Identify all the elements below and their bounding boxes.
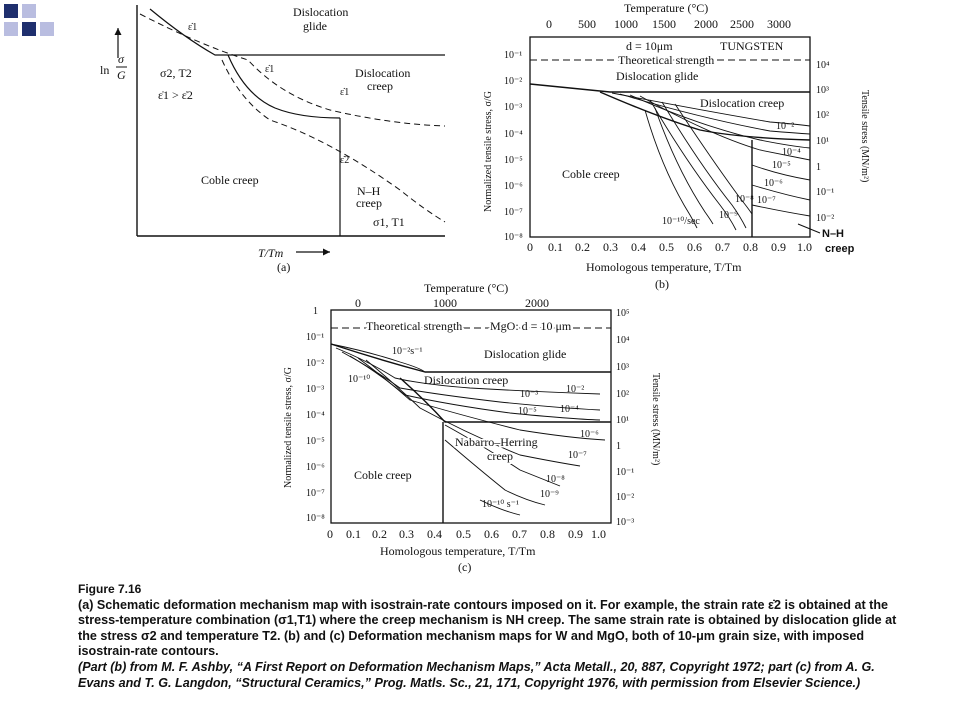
panel-c-x-tick: 0.2: [372, 527, 387, 541]
panel-c-creep-label: Dislocation creep: [424, 373, 509, 387]
panel-b-x-tick: 0.2: [575, 240, 590, 254]
figure-caption: [78, 582, 908, 691]
panel-c-coble-label: Coble creep: [354, 468, 412, 482]
panel-c-contour-label: 10⁻⁵: [518, 406, 537, 417]
panel-b-nh-leader: [798, 224, 820, 233]
panel-b-left-tick: 10⁻⁶: [504, 181, 523, 192]
panel-c-y-title: Normalized tensile stress, σ/G: [283, 367, 294, 488]
panel-b-top-tick: 1000: [614, 17, 638, 31]
panel-b-x-tick: 0.1: [548, 240, 563, 254]
panel-c-left-tick: 10⁻⁷: [306, 488, 325, 499]
panel-c-x-tick: 0.1: [346, 527, 361, 541]
panel-c: [283, 281, 661, 574]
panel-c-theoretical-label: Theoretical strength: [366, 319, 463, 333]
panel-b-top-tick: 3000: [767, 17, 791, 31]
panel-b-creep-label: Dislocation creep: [700, 96, 785, 110]
panel-c-left-tick: 10⁻⁴: [306, 410, 325, 421]
panel-b-theoretical-label: Theoretical strength: [618, 53, 715, 67]
panel-c-rate-left: 10⁻¹⁰: [348, 374, 371, 385]
panel-c-top-axis-title: Temperature (°C): [424, 281, 509, 295]
panel-b-y-title: Normalized tensile stress, σ/G: [483, 91, 494, 212]
panel-b-top-tick: 500: [578, 17, 596, 31]
panel-a-eps2-label: ε̇2: [340, 155, 350, 166]
panel-b-contour-label: 10⁻⁹: [719, 210, 738, 221]
panel-b-boundary-glide: [530, 84, 810, 92]
panel-b-x-tick: 0.8: [743, 240, 758, 254]
panel-c-right-tick: 1: [616, 441, 621, 452]
panel-b-right-tick: 10³: [816, 85, 829, 96]
panel-b-glide-label: Dislocation glide: [616, 69, 699, 83]
panel-c-contour-line: [358, 358, 605, 440]
panel-c-frame: [331, 310, 611, 523]
panel-a-part-label: (a): [277, 260, 291, 274]
panel-c-right-tick: 10²: [616, 389, 629, 400]
panel-a-y-sigma: σ: [118, 52, 124, 66]
panel-c-contour-label: 10⁻⁹: [540, 489, 559, 500]
panel-b-left-tick: 10⁻²: [504, 76, 523, 87]
panel-b-top-tick: 2500: [730, 17, 754, 31]
panel-c-right-tick: 10⁻²: [616, 492, 635, 503]
panel-b-x-tick: 1.0: [797, 240, 812, 254]
panel-b-left-tick: 10⁻⁷: [504, 207, 523, 218]
panel-b-top-axis-title: Temperature (°C): [624, 1, 709, 15]
panel-c-right-tick: 10⁻³: [616, 517, 635, 528]
panel-c-rate-bottom: 10⁻¹⁰ s⁻¹: [482, 499, 519, 510]
panel-c-rate-top: 10⁻²s⁻¹: [392, 346, 423, 357]
panel-b-material: TUNGSTEN: [720, 39, 784, 53]
panel-b-left-tick: 10⁻⁸: [504, 232, 523, 243]
panel-b-contour-label: 10⁻⁵: [772, 160, 791, 171]
panel-a-glide-line2: glide: [303, 19, 327, 33]
panel-a-eps-relation: ε̇1 > ε̇2: [158, 88, 193, 102]
panel-c-left-tick: 10⁻²: [306, 358, 325, 369]
panel-a: [100, 5, 445, 274]
panel-b-x-title: Homologous temperature, T/Tm: [586, 260, 742, 274]
panel-c-top-tick: 2000: [525, 296, 549, 310]
panel-b-contour-label: 10⁻⁴: [782, 147, 801, 158]
panel-b-contour-label: 10⁻⁷: [757, 195, 776, 206]
panel-c-x-tick: 0.3: [399, 527, 414, 541]
panel-b-d-label: d = 10μm: [626, 39, 673, 53]
panel-c-contour-label: 10⁻⁶: [580, 429, 599, 440]
panel-a-eps1-label: ε̇1: [265, 64, 275, 75]
panel-b-part-label: (b): [655, 277, 669, 291]
panel-a-x-label: T/Tm: [258, 246, 284, 260]
panel-c-nh-line2: creep: [487, 449, 513, 463]
panel-b-left-tick: 10⁻⁴: [504, 129, 523, 140]
panel-a-eps1-label: ε̇1: [340, 87, 350, 98]
panel-a-creep-line1: Dislocation: [355, 66, 411, 80]
panel-c-nh-line1: Nabarro–Herring: [455, 435, 538, 449]
panel-b: [483, 1, 870, 291]
panel-c-contour-label: 10⁻³: [520, 389, 539, 400]
panel-b-contour-label: 10⁻²: [776, 121, 795, 132]
panel-c-contour-label: 10⁻⁷: [568, 450, 587, 461]
panel-c-boundary-glide: [331, 344, 611, 372]
panel-a-boundary-creep: [228, 55, 340, 118]
panel-a-glide-line1: Dislocation: [293, 5, 349, 19]
panel-c-material: MgO: d = 10 μm: [490, 319, 572, 333]
panel-c-glide-label: Dislocation glide: [484, 347, 567, 361]
panel-a-y-ln: ln: [100, 63, 110, 77]
panel-a-sigma2-t2: σ2, T2: [160, 66, 192, 80]
panel-a-contour-eps2: [222, 60, 445, 222]
panel-c-part-label: (c): [458, 560, 472, 574]
panel-c-contour-fan: [331, 344, 605, 515]
panel-b-coble-label: Coble creep: [562, 167, 620, 181]
panel-b-top-tick: 0: [546, 17, 552, 31]
panel-b-x-tick: 0.7: [715, 240, 730, 254]
panel-b-nh-line1: N–H: [822, 228, 845, 240]
panel-c-contour-label: 10⁻⁴: [560, 404, 579, 415]
panel-c-x-tick: 0.7: [512, 527, 527, 541]
panel-b-x-tick: 0: [527, 240, 533, 254]
panel-c-right-tick: 10⁵: [616, 308, 630, 319]
panel-b-contour-label: 10⁻¹⁰/sec: [662, 216, 700, 227]
panel-c-right-tick: 10⁻¹: [616, 467, 635, 478]
panel-c-x-tick: 0.4: [427, 527, 442, 541]
panel-c-top-tick: 1000: [433, 296, 457, 310]
panel-a-nh-line1: N–H: [357, 184, 381, 198]
panel-b-right-tick: 10¹: [816, 136, 829, 147]
caption-body: (a) Schematic deformation mechanism map with isostrain-rate contours imposed on it. For example, the strain rate ε̇2 is obtained at the stress-temperature combination (σ1,T1) where the creep mechanism is NH creep. The same strain rate is obtained by dislocation glide at the stress σ2 and temperature T2. (b) and (c) Deformation mechanism maps for W and MgO, both of 10-μm grain size, with imposed isostrain-rate contours.: [78, 597, 897, 659]
panel-a-eps1-label: ε̇1: [188, 22, 198, 33]
panel-c-left-tick: 10⁻⁶: [306, 462, 325, 473]
panel-c-right-tick: 10⁴: [616, 335, 630, 346]
panel-b-contour-line: [645, 110, 697, 228]
panel-b-top-tick: 2000: [694, 17, 718, 31]
panel-a-sigma1-t1: σ1, T1: [373, 215, 405, 229]
panel-b-left-tick: 10⁻⁵: [504, 155, 523, 166]
panel-c-x-tick: 0.8: [540, 527, 555, 541]
panel-b-x-tick: 0.9: [771, 240, 786, 254]
panel-c-right-tick: 10³: [616, 362, 629, 373]
panel-c-x-tick: 0.5: [456, 527, 471, 541]
panel-b-right-tick: 10⁻²: [816, 213, 835, 224]
panel-c-contour-label: 10⁻²: [566, 384, 585, 395]
panel-b-left-tick: 10⁻³: [504, 102, 523, 113]
panel-b-frame: [530, 37, 810, 237]
panel-b-x-tick: 0.5: [659, 240, 674, 254]
panel-c-left-tick: 1: [313, 306, 318, 317]
caption-title: Figure 7.16: [78, 582, 142, 596]
caption-credit: (Part (b) from M. F. Ashby, “A First Report on Deformation Mechanism Maps,” Acta Metall., 20, 887, Copyright 1972; part (c) from A. G. Evans and T. G. Langdon, “Structural Ceramics,” Prog. Matls. Sc., 21, 171, Copyright 1976, with permission from Elsevier Science.): [78, 659, 875, 690]
panel-b-right-tick: 10⁴: [816, 60, 830, 71]
panel-c-x-title: Homologous temperature, T/Tm: [380, 544, 536, 558]
panel-b-contour-line: [752, 205, 810, 216]
panel-c-x-tick: 0.9: [568, 527, 583, 541]
panel-b-left-tick: 10⁻¹: [504, 50, 523, 61]
panel-c-left-tick: 10⁻⁵: [306, 436, 325, 447]
panel-c-x-tick: 0.6: [484, 527, 499, 541]
panel-b-x-tick: 0.4: [631, 240, 646, 254]
panel-c-contour-label: 10⁻⁸: [546, 474, 565, 485]
panel-b-nh-line2: creep: [825, 243, 855, 255]
panel-c-x-tick: 0: [327, 527, 333, 541]
panel-b-x-tick: 0.6: [687, 240, 702, 254]
panel-b-right-tick: 10²: [816, 110, 829, 121]
panel-b-right-tick: 10⁻¹: [816, 187, 835, 198]
panel-c-left-tick: 10⁻³: [306, 384, 325, 395]
panel-b-contour-label: 10⁻⁸: [735, 194, 754, 205]
panel-a-creep-line2: creep: [367, 79, 393, 93]
panel-c-x-tick: 1.0: [591, 527, 606, 541]
panel-c-y2-title: Tensile stress (MN/m²): [650, 373, 661, 466]
panel-b-contour-label: 10⁻⁶: [764, 178, 783, 189]
panel-b-top-tick: 1500: [652, 17, 676, 31]
panel-a-coble-label: Coble creep: [201, 173, 259, 187]
panel-b-x-tick: 0.3: [603, 240, 618, 254]
panel-c-left-tick: 10⁻¹: [306, 332, 325, 343]
panel-c-left-tick: 10⁻⁸: [306, 513, 325, 524]
panel-c-right-tick: 10¹: [616, 415, 629, 426]
panel-a-y-g: G: [117, 68, 126, 82]
panel-c-top-tick: 0: [355, 296, 361, 310]
panel-b-right-tick: 1: [816, 162, 821, 173]
panel-b-y2-title: Tensile stress (MN/m²): [859, 90, 870, 183]
panel-a-nh-line2: creep: [356, 196, 382, 210]
